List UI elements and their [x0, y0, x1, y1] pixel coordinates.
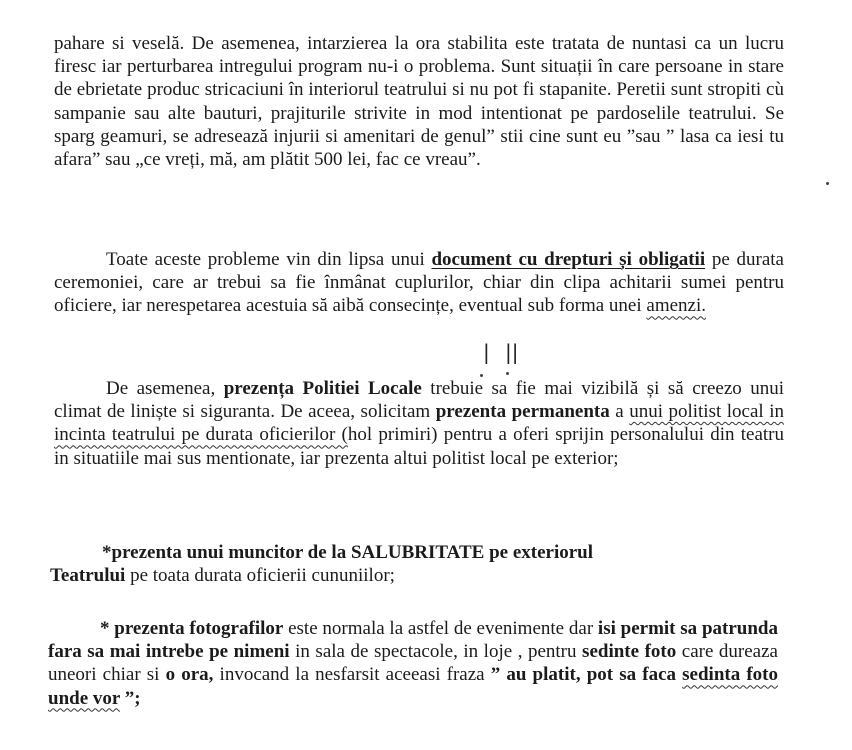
emphasis-intrusion: isi permit sa patrunda fara sa mai intrebe pe nimeni [48, 618, 778, 663]
paragraph-text: pahare si veselă. De asemenea, intarzierea la ora stabilita este tratata de nuntasi ca un lucru firesc iar perturbarea intregului program nu-i o problema. Sunt situații în care persoane in stare de ebrietate produc stricaciuni în interiorul teatrului si nu pot fi stapanite. Peretii sunt stropiti cù sampanie sau alte bauturi, prajiturile strivite in mod intentionat pe pardoselile teatrului. Se sparg geamuri, se adresează injurii si amenitari de genul” stii cine sunt eu ”sau ” lasa ca iesi tu afara” sau „ce vreți, mă, am plătit 500 lei, fac ce vreau”. [54, 33, 784, 171]
paragraph-text: in sala de spectacole, in loje , pentru [289, 641, 583, 663]
paragraph-text: invocand la nesfarsit aceeasi fraza [213, 664, 491, 686]
emphasis-photo-sessions: sedinte foto [582, 641, 677, 663]
handwritten-mark: | [483, 340, 490, 364]
paragraph-sanitation [50, 541, 778, 587]
paragraph-text: pe toata durata oficierii cununiilor; [125, 565, 395, 587]
underlined-quote: sedinta foto unde vor [48, 664, 779, 709]
emphasis-permanent: prezenta permanenta [435, 401, 610, 423]
emphasis-photographers: * prezenta fotografilor [100, 618, 284, 639]
emphasis-one-hour: o ora, [165, 664, 214, 686]
paragraph-local-police [54, 377, 784, 470]
emphasis-quote-end: ”; [119, 687, 141, 709]
ink-dot [506, 372, 509, 375]
paragraph-text: care dureaza uneori chiar si [48, 641, 778, 686]
emphasis-theatre: Teatrului [50, 565, 126, 587]
paragraph-text: este normala la astfel de evenimente dar [283, 618, 598, 639]
paragraph-disruptions [54, 32, 784, 171]
paragraph-text: trebuie sa fie mai vizibilă și să creezo unui climat de liniște si siguranta. De aceea, solicitam [54, 378, 785, 423]
paragraph-text: a [609, 401, 630, 423]
paragraph-document-rights [54, 248, 784, 318]
paragraph-text: pe durata ceremoniei, care ar trebui sa fie înmânat cuplurilor, chiar din clipa achitarii sumei pentru oficiere, iar nerespetarea acestuia să aibă consecințe, eventual sub forma unei [54, 249, 784, 317]
emphasis-quote: ” au platit, pot sa faca [490, 664, 683, 686]
paragraph-text: Toate aceste probleme vin din lipsa unui [106, 249, 432, 270]
underlined-police-request: unui politist local in incinta teatrului pe durata oficierilor ( [54, 401, 784, 446]
emphasis-document-rights: document cu drepturi și obligatii [431, 249, 706, 270]
underlined-amenzi: amenzi. [646, 295, 707, 317]
handwritten-mark: || [505, 340, 519, 364]
emphasis-sanitation: *prezenta unui muncitor de la SALUBRITATE pe exteriorul [102, 542, 594, 563]
ink-dot [826, 182, 829, 185]
paragraph-photographers [48, 617, 778, 710]
emphasis-local-police: prezența Politiei Locale [223, 378, 422, 399]
paragraph-text: hol primiri) pentru a oferi sprijin personalului din teatru in situatiile mai sus mentionate, iar prezenta altui politist local pe exterior; [54, 424, 784, 469]
paragraph-text: De asemenea, [106, 378, 224, 399]
